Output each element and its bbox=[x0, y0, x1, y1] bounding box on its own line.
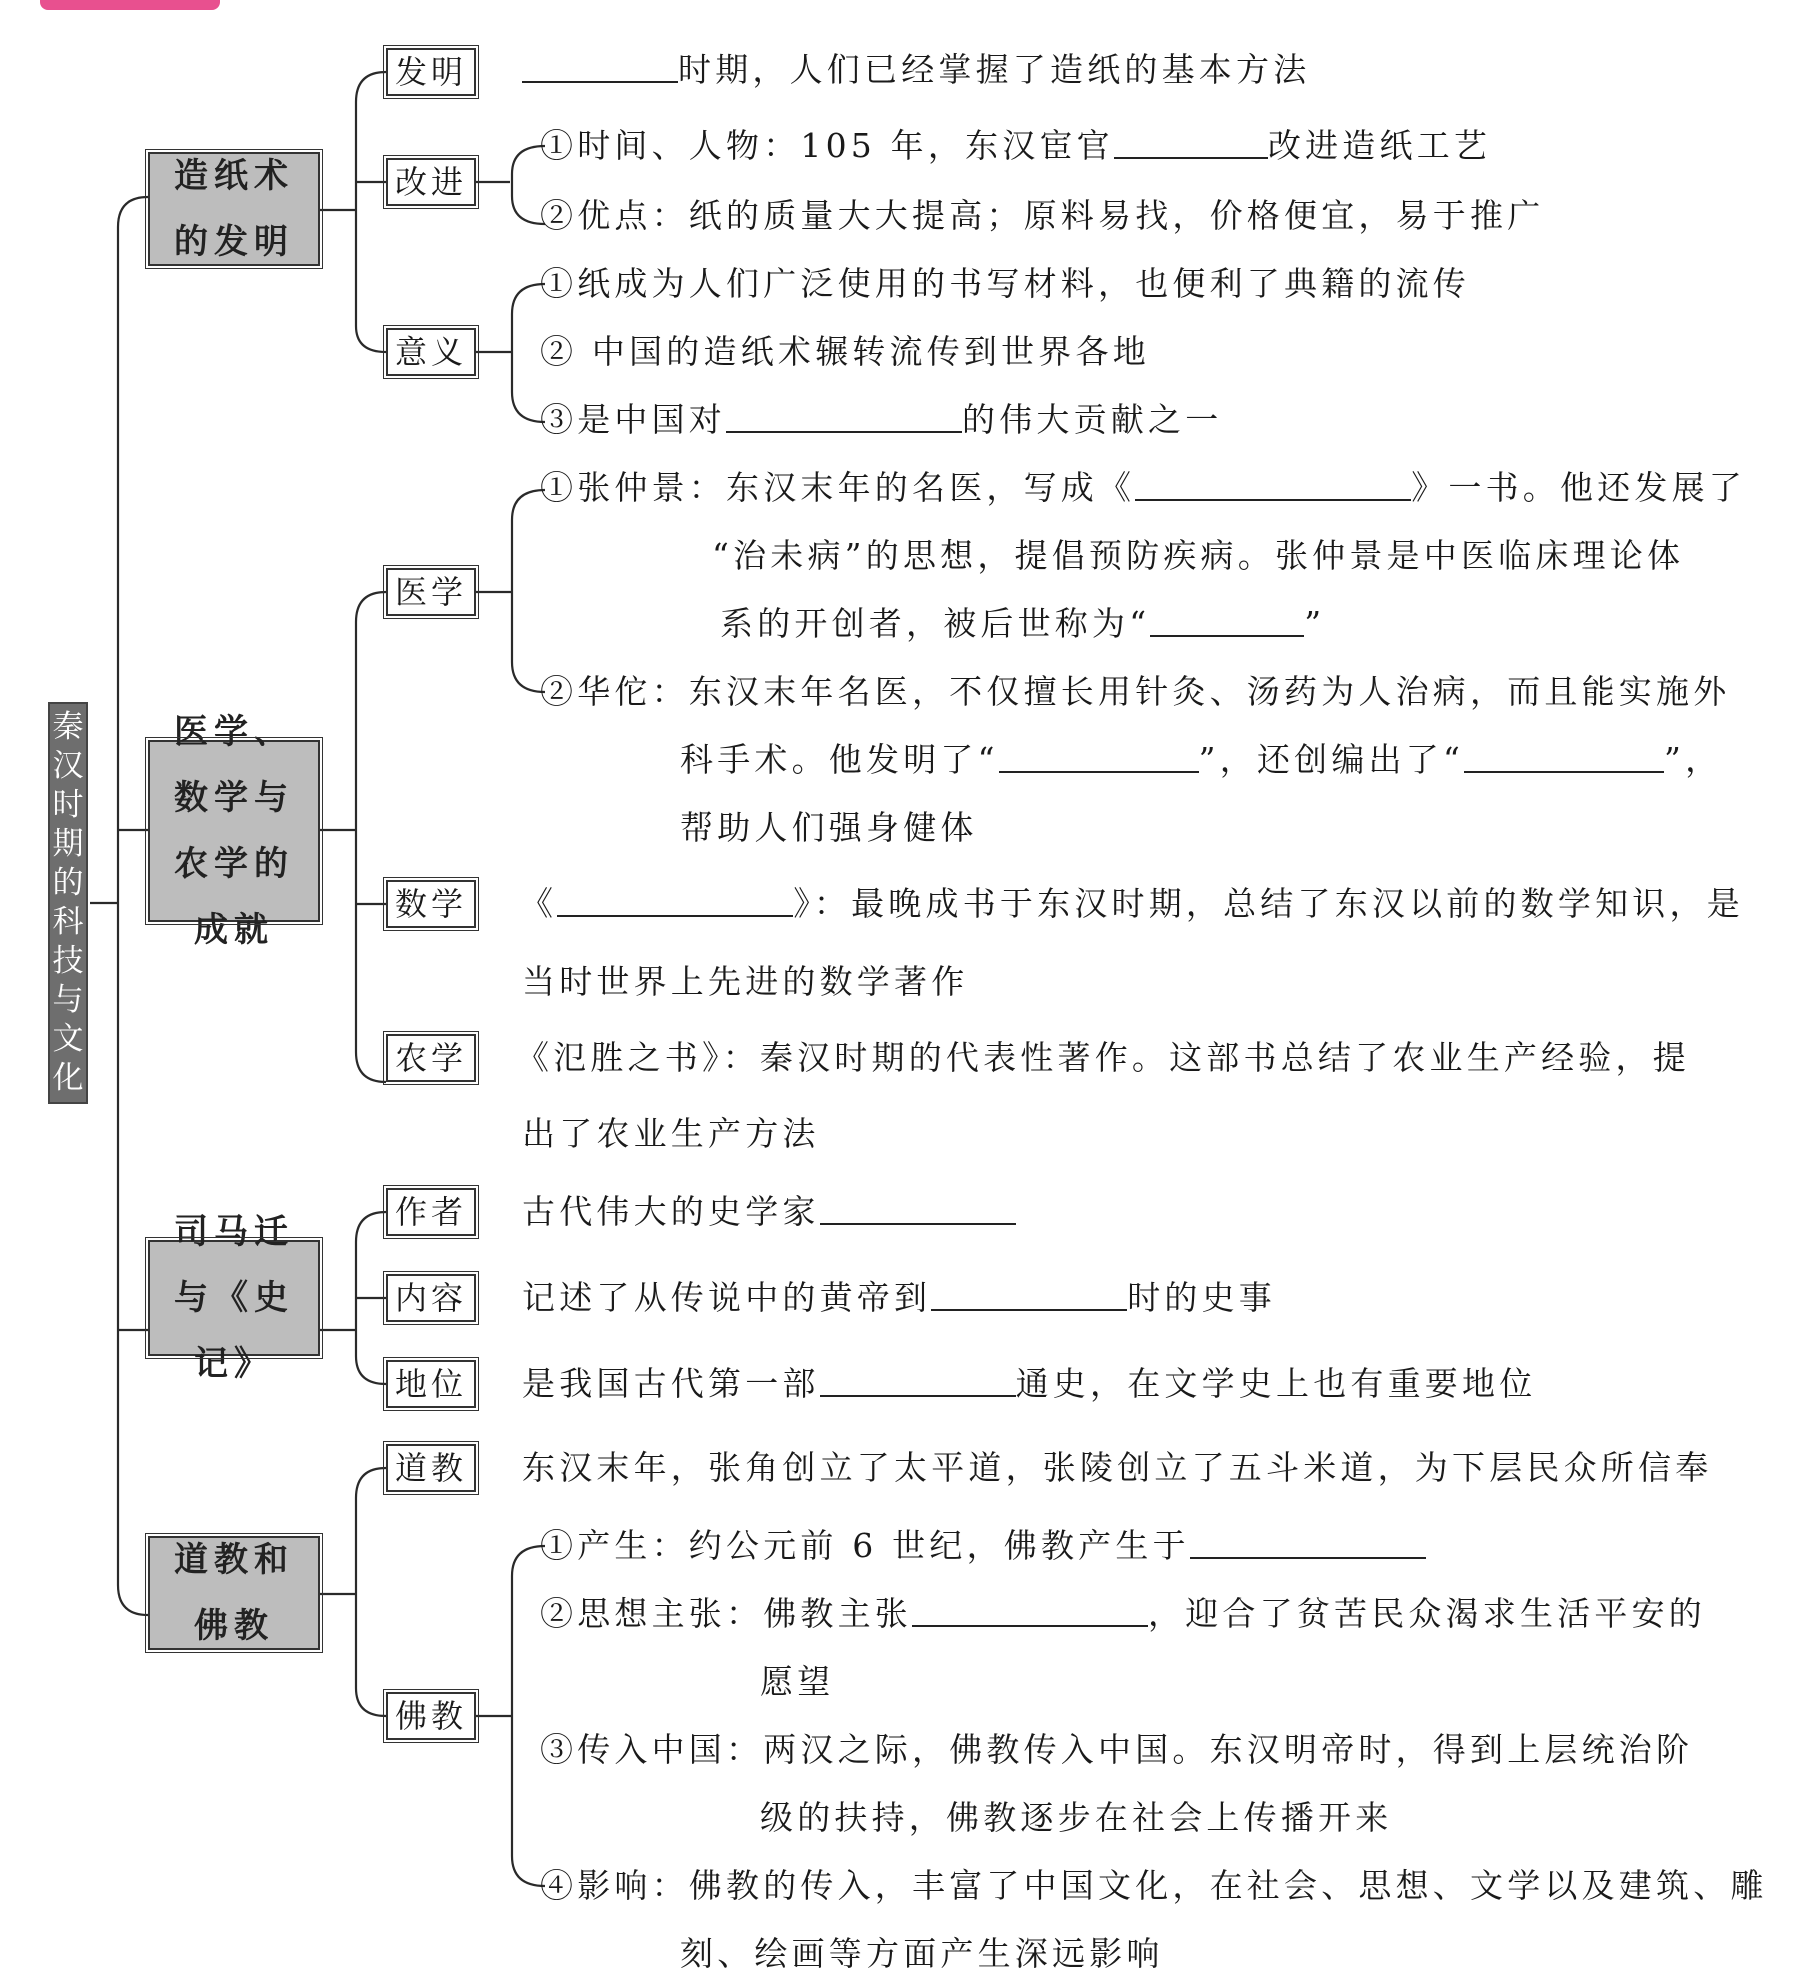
text: 是我国古代第一部 bbox=[522, 1364, 820, 1403]
line-agri-2: 出了农业生产方法 bbox=[522, 1114, 820, 1153]
line-buddhism-3: 愿望 bbox=[760, 1662, 835, 1701]
topic-paper-label: 造纸术的发明 bbox=[174, 156, 294, 262]
text: 时期，人们已经掌握了造纸的基本方法 bbox=[678, 50, 1311, 89]
topic-sima-qian-label: 司马迁与《史记》 bbox=[174, 1212, 294, 1384]
line-buddhism-1 bbox=[540, 1524, 1426, 1568]
line-improve-2: ②优点：纸的质量大大提高；原料易找，价格便宜，易于推广 bbox=[540, 196, 1545, 235]
topic-religion-label: 道教和佛教 bbox=[174, 1540, 294, 1646]
sub-buddhism: 佛教 bbox=[386, 1692, 476, 1740]
line-agri-1: 《氾胜之书》：秦汉时期的代表性著作。这部书总结了农业生产经验，提 bbox=[516, 1038, 1690, 1077]
line-medicine-5 bbox=[680, 738, 1722, 782]
sub-medicine: 医学 bbox=[386, 568, 476, 616]
text: 记述了从传说中的黄帝到 bbox=[522, 1278, 932, 1317]
text: ”， bbox=[1664, 740, 1723, 779]
blank bbox=[999, 739, 1199, 773]
line-buddhism-4: ③传入中国：两汉之际，佛教传入中国。东汉明帝时，得到上层统治阶 bbox=[540, 1730, 1694, 1769]
sub-content: 内容 bbox=[386, 1274, 476, 1322]
line-medicine-4: ②华佗：东汉末年名医，不仅擅长用针灸、汤药为人治病，而且能实施外 bbox=[540, 672, 1731, 711]
line-buddhism-6: ④影响：佛教的传入，丰富了中国文化，在社会、思想、文学以及建筑、雕 bbox=[540, 1866, 1768, 1905]
text: ①产生：约公元前 6 世纪，佛教产生于 bbox=[540, 1526, 1190, 1565]
blank bbox=[1190, 1525, 1426, 1559]
text: 通史，在文学史上也有重要地位 bbox=[1015, 1364, 1537, 1403]
line-meaning-2: ② 中国的造纸术辗转流传到世界各地 bbox=[540, 332, 1150, 371]
line-invent bbox=[522, 48, 1310, 92]
blank bbox=[1150, 603, 1304, 637]
line-medicine-3 bbox=[720, 602, 1325, 646]
line-medicine-6: 帮助人们强身健体 bbox=[680, 808, 978, 847]
blank bbox=[1114, 125, 1268, 159]
topic-paper bbox=[148, 152, 320, 266]
root-topic-label: 秦汉时期的科技与文化 bbox=[52, 709, 84, 1096]
text: 科手术。他发明了“ bbox=[680, 740, 999, 779]
blank bbox=[820, 1191, 1016, 1225]
sub-status: 地位 bbox=[386, 1360, 476, 1408]
root-topic bbox=[48, 702, 88, 1104]
line-math-2: 当时世界上先进的数学著作 bbox=[522, 962, 969, 1001]
text: 《 bbox=[520, 884, 558, 923]
text: 的伟大贡献之一 bbox=[962, 400, 1223, 439]
line-medicine-2: “治未病”的思想，提倡预防疾病。张仲景是中医临床理论体 bbox=[712, 536, 1685, 575]
text: ，迎合了贫苦民众渴求生活平安的 bbox=[1148, 1594, 1706, 1633]
line-meaning-3 bbox=[540, 398, 1222, 442]
line-buddhism-7: 刻、绘画等方面产生深远影响 bbox=[680, 1934, 1164, 1973]
blank bbox=[1464, 739, 1664, 773]
text: ”，还创编出了“ bbox=[1198, 740, 1465, 779]
line-buddhism-2 bbox=[540, 1592, 1706, 1636]
sub-math: 数学 bbox=[386, 880, 476, 928]
line-content bbox=[522, 1276, 1276, 1320]
topic-science-label: 医学、数学与农学的成就 bbox=[174, 712, 294, 950]
sub-invent: 发明 bbox=[386, 48, 476, 96]
sub-author: 作者 bbox=[386, 1188, 476, 1236]
text: 》：最晚成书于东汉时期，总结了东汉以前的数学知识，是 bbox=[793, 884, 1744, 923]
text: 》一书。他还发展了 bbox=[1411, 468, 1747, 507]
blank bbox=[557, 883, 793, 917]
line-meaning-1: ①纸成为人们广泛使用的书写材料，也便利了典籍的流传 bbox=[540, 264, 1470, 303]
blank bbox=[820, 1363, 1016, 1397]
line-taoism: 东汉末年，张角创立了太平道，张陵创立了五斗米道，为下层民众所信奉 bbox=[522, 1448, 1713, 1487]
topic-sima-qian bbox=[148, 1212, 320, 1384]
blank bbox=[912, 1593, 1148, 1627]
line-improve-1 bbox=[540, 124, 1491, 168]
text: ①张仲景：东汉末年的名医，写成《 bbox=[540, 468, 1136, 507]
text: 改进造纸工艺 bbox=[1267, 126, 1492, 165]
topic-religion bbox=[148, 1536, 320, 1650]
blank bbox=[931, 1277, 1127, 1311]
text: 系的开创者，被后世称为“ bbox=[720, 604, 1151, 643]
line-math-1 bbox=[520, 882, 1744, 926]
text: ” bbox=[1304, 604, 1326, 643]
text: 古代伟大的史学家 bbox=[522, 1192, 820, 1231]
blank bbox=[1135, 467, 1411, 501]
blank bbox=[726, 399, 962, 433]
line-buddhism-5: 级的扶持，佛教逐步在社会上传播开来 bbox=[760, 1798, 1393, 1837]
text: ①时间、人物：105 年，东汉宦官 bbox=[540, 126, 1114, 165]
sub-improve: 改进 bbox=[386, 158, 476, 206]
line-author bbox=[522, 1190, 1016, 1234]
text: 时的史事 bbox=[1127, 1278, 1277, 1317]
line-status bbox=[522, 1362, 1536, 1406]
topic-science bbox=[148, 712, 320, 950]
blank bbox=[522, 49, 678, 83]
sub-meaning: 意义 bbox=[386, 328, 476, 376]
sub-taoism: 道教 bbox=[386, 1444, 476, 1492]
text: ②思想主张：佛教主张 bbox=[540, 1594, 912, 1633]
sub-agriculture: 农学 bbox=[386, 1034, 476, 1082]
line-medicine-1 bbox=[540, 466, 1746, 510]
text: ③是中国对 bbox=[540, 400, 726, 439]
